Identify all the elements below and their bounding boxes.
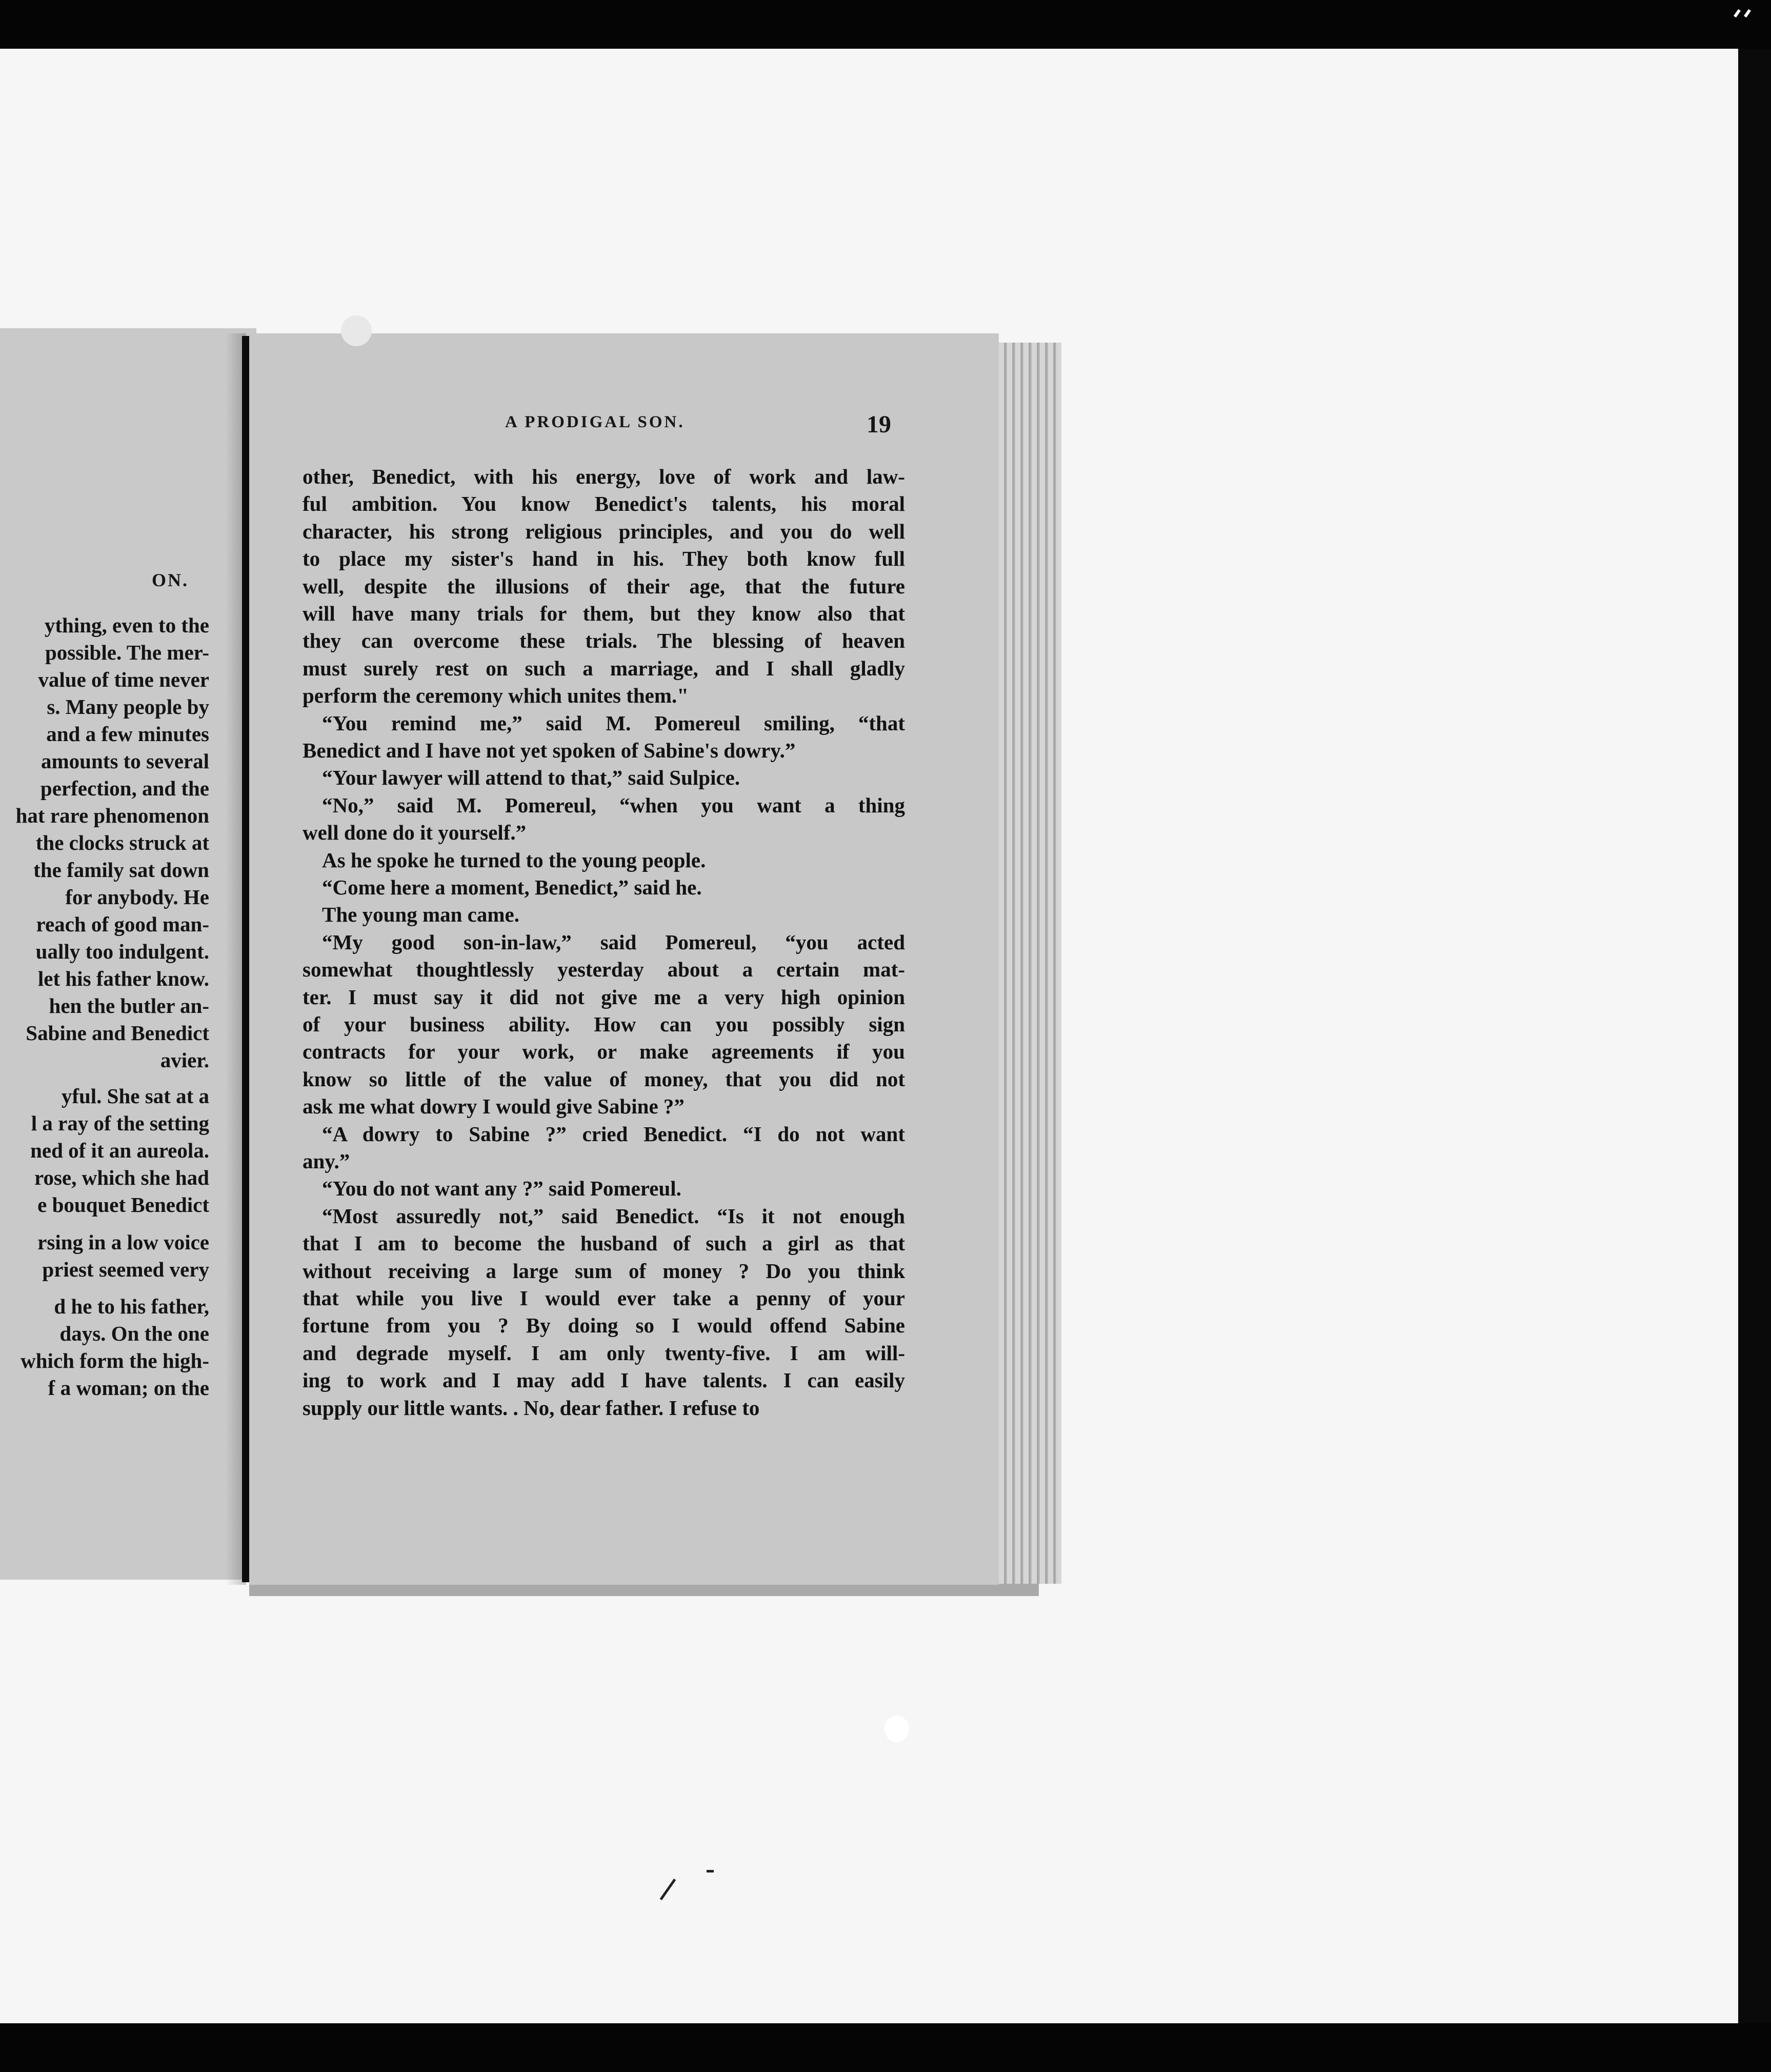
body-line: and degrade myself. I am only twenty-five. I am will-	[303, 1341, 905, 1365]
body-line: “Your lawyer will attend to that,” said Sulpice.	[322, 766, 740, 789]
body-line: will have many trials for them, but they know also that	[303, 602, 905, 625]
film-border-right	[1738, 49, 1771, 2023]
body-line: they can overcome these trials. The blessing of heaven	[303, 629, 905, 652]
body-line: “My good son-in-law,” said Pomereul, “you acted	[322, 930, 905, 954]
body-line: The young man came.	[322, 903, 519, 926]
body-line: well, despite the illusions of their age, that the future	[303, 574, 905, 598]
body-line: contracts for your work, or make agreements if you	[303, 1040, 905, 1063]
body-line: ter. I must say it did not give me a very high opinion	[303, 985, 905, 1009]
left-page-line: days. On the one	[59, 1322, 209, 1345]
film-speck	[884, 1716, 909, 1742]
page-number: 19	[867, 411, 891, 438]
body-line: “No,” said M. Pomereul, “when you want a thing	[322, 793, 905, 817]
body-line: As he spoke he turned to the young people.	[322, 848, 706, 872]
body-line: ing to work and I may add I have talents. I can easily	[303, 1368, 905, 1392]
body-line: other, Benedict, with his energy, love of work and law-	[303, 465, 905, 488]
film-border-top	[0, 0, 1771, 49]
left-page-line: and a few minutes	[46, 722, 209, 746]
left-page-line: the clocks struck at	[35, 831, 209, 854]
body-line: of your business ability. How can you possibly sign	[303, 1012, 905, 1036]
left-page-line: s. Many people by	[47, 695, 209, 719]
body-line: “Most assuredly not,” said Benedict. “Is it not enough	[322, 1204, 905, 1228]
body-line: any.”	[303, 1149, 350, 1173]
left-page-line: Sabine and Benedict	[26, 1021, 209, 1045]
left-page	[0, 328, 256, 1580]
left-page-line: rsing in a low voice	[37, 1230, 209, 1254]
film-scratch	[660, 1879, 676, 1900]
left-page-line: ually too indulgent.	[35, 940, 209, 963]
running-head: A PRODIGAL SON.	[505, 413, 685, 431]
body-line: character, his strong religious principles, and you do well	[303, 520, 905, 543]
body-line: “You remind me,” said M. Pomereul smiling, “that	[322, 711, 905, 735]
body-line: “You do not want any ?” said Pomereul.	[322, 1177, 681, 1200]
left-page-line: ything, even to the	[44, 613, 209, 637]
left-page-line: hat rare phenomenon	[15, 804, 209, 827]
left-page-line: priest seemed very	[42, 1258, 209, 1281]
body-line: somewhat thoughtlessly yesterday about a certain mat-	[303, 958, 905, 981]
body-line: must surely rest on such a marriage, and I shall gladly	[303, 656, 905, 680]
border-mark	[1734, 9, 1741, 18]
body-line: Benedict and I have not yet spoken of Sabine's dowry.”	[303, 739, 796, 762]
body-line: ful ambition. You know Benedict's talents, his moral	[303, 492, 905, 515]
book-spine	[242, 336, 249, 1582]
left-page-line: yful. She sat at a	[61, 1084, 209, 1108]
body-line: fortune from you ? By doing so I would offend Sabine	[303, 1313, 905, 1337]
body-line: ask me what dowry I would give Sabine ?”	[303, 1094, 685, 1118]
body-line: well done do it yourself.”	[303, 821, 527, 844]
left-page-line: for anybody. He	[65, 885, 209, 909]
left-page-line: let his father know.	[37, 967, 209, 990]
left-page-line: possible. The mer-	[45, 641, 209, 664]
film-scratch	[707, 1870, 714, 1872]
left-page-line: value of time never	[38, 668, 209, 691]
body-line: perform the ceremony which unites them."	[303, 684, 689, 707]
left-page-line: ned of it an aureola.	[30, 1139, 209, 1162]
body-line: that I am to become the husband of such a girl as that	[303, 1231, 905, 1255]
film-speck	[341, 315, 372, 346]
left-page-line: amounts to several	[41, 749, 209, 773]
film-border-bottom	[0, 2023, 1771, 2072]
left-page-line: which form the high-	[21, 1349, 209, 1372]
left-page-line: d he to his father,	[54, 1294, 209, 1318]
body-line: without receiving a large sum of money ? Do you think	[303, 1259, 905, 1283]
body-line: know so little of the value of money, that you did not	[303, 1067, 905, 1091]
left-page-line: perfection, and the	[40, 776, 209, 800]
border-mark	[1744, 9, 1751, 18]
body-line: “A dowry to Sabine ?” cried Benedict. “I do not want	[322, 1122, 905, 1146]
left-page-line: rose, which she had	[34, 1166, 209, 1189]
body-line: that while you live I would ever take a penny of your	[303, 1286, 905, 1310]
left-page-line: the family sat down	[33, 858, 209, 882]
left-page-line: reach of good man-	[36, 912, 209, 936]
left-page-heading: ON.	[152, 570, 189, 590]
left-page-line: l a ray of the setting	[31, 1111, 209, 1135]
body-line: “Come here a moment, Benedict,” said he.	[322, 875, 702, 899]
left-page-line: avier.	[160, 1048, 209, 1072]
body-line: to place my sister's hand in his. They both know full	[303, 547, 905, 570]
left-page-line: f a woman; on the	[48, 1376, 209, 1400]
left-page-line: e bouquet Benedict	[37, 1193, 209, 1217]
left-page-line: hen the butler an-	[49, 994, 209, 1018]
body-line: supply our little wants. . No, dear father. I refuse to	[303, 1396, 760, 1420]
